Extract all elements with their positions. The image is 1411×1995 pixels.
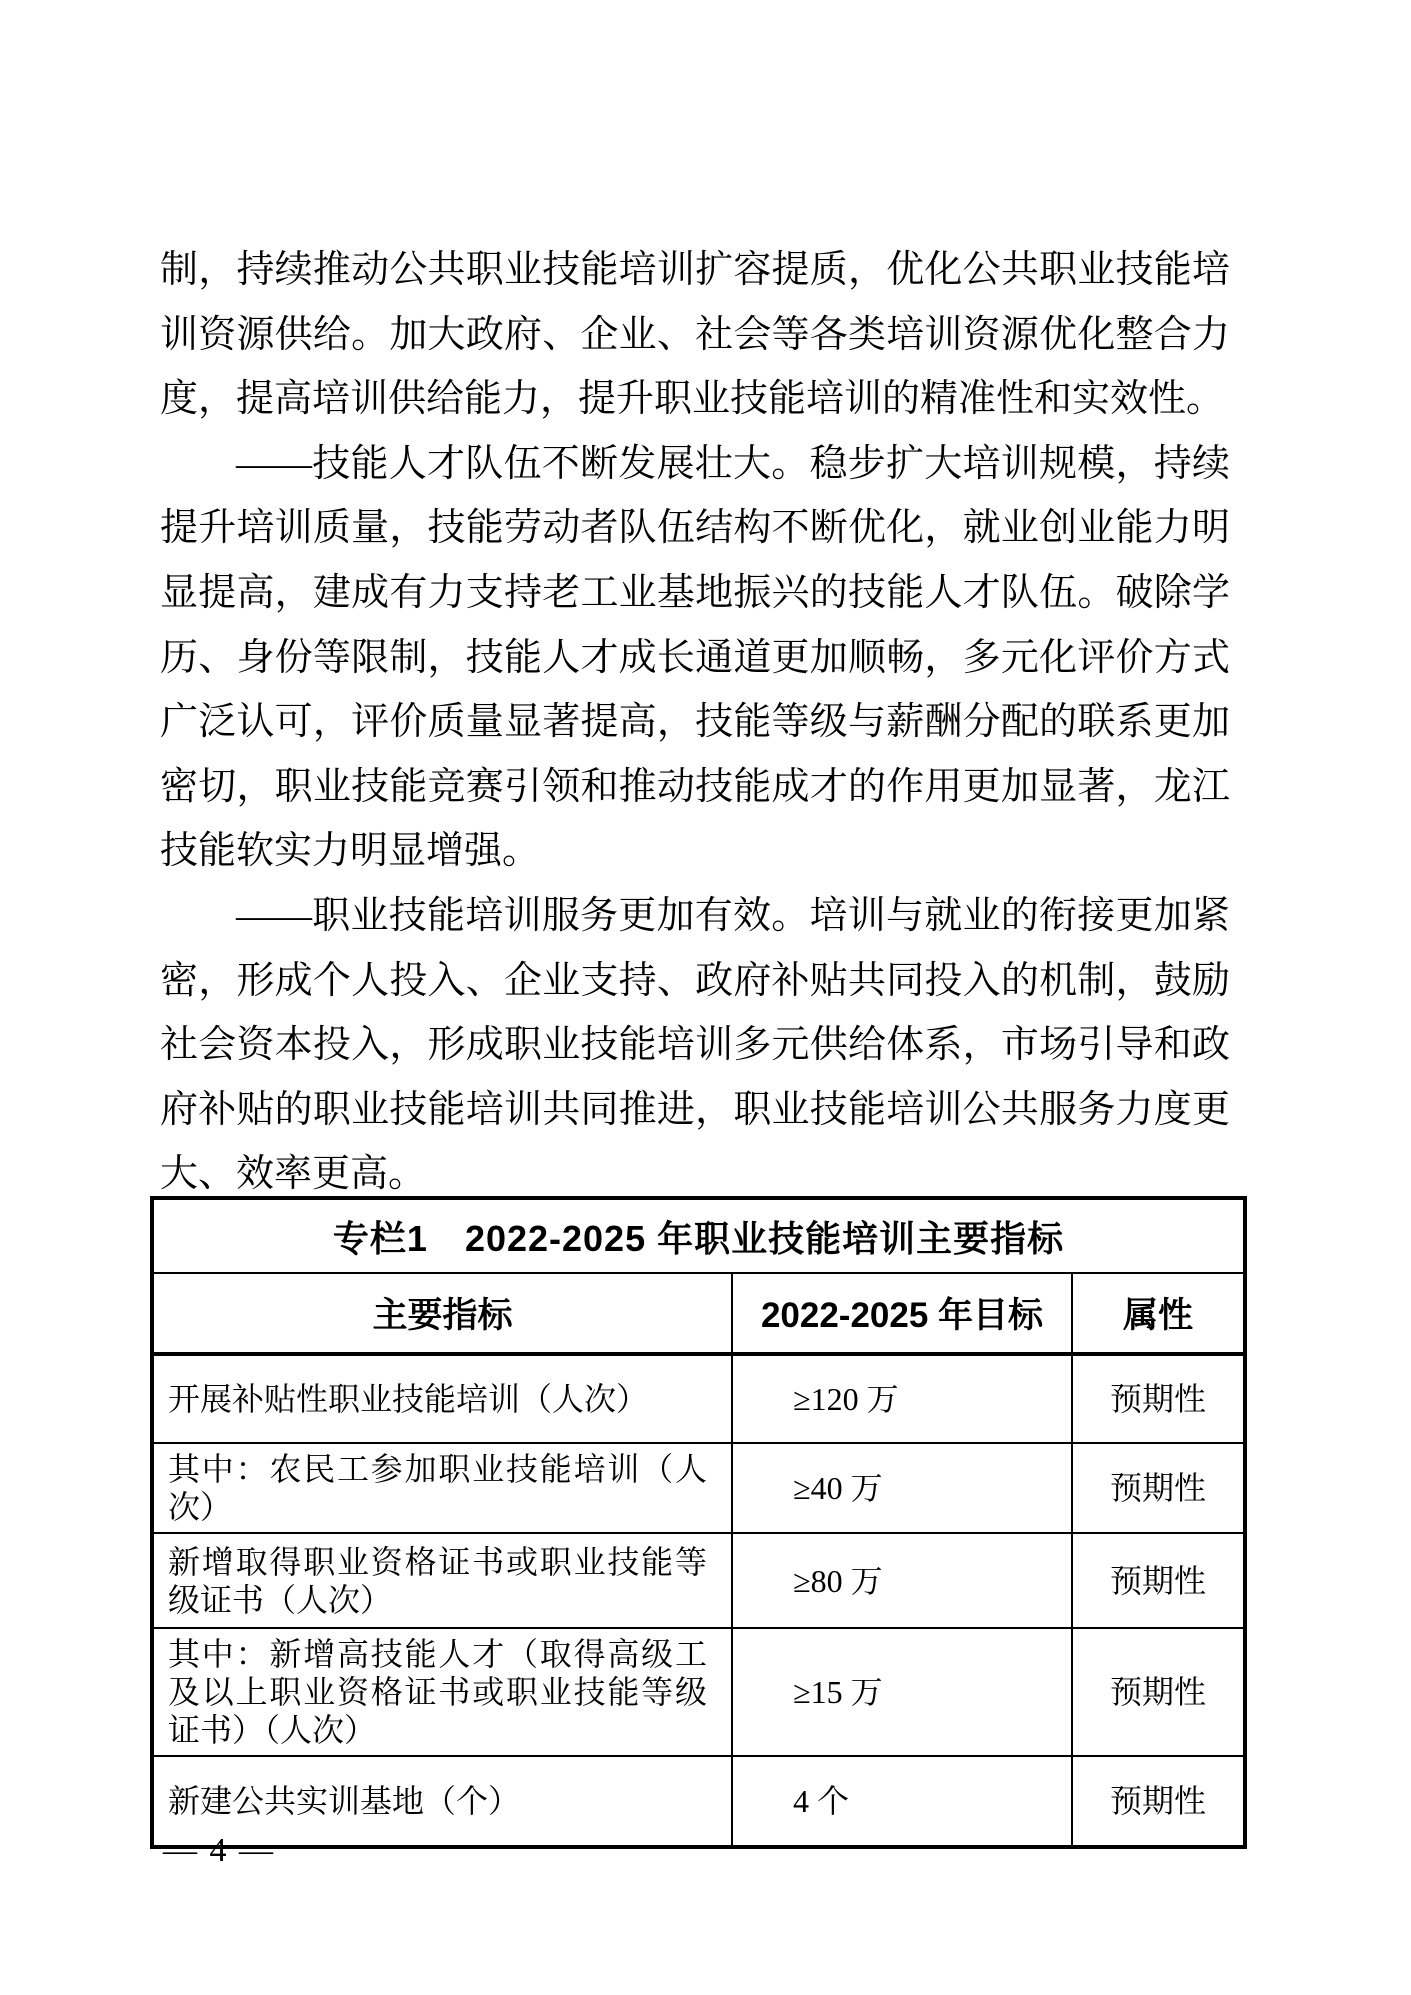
indicators-table	[150, 1196, 1247, 1849]
column-header-indicator: 主要指标	[152, 1273, 732, 1354]
cell-indicator: 其中：新增高技能人才（取得高级工及以上职业资格证书或职业技能等级证书）（人次）	[152, 1628, 732, 1756]
cell-attribute: 预期性	[1072, 1628, 1245, 1756]
cell-indicator: 开展补贴性职业技能培训（人次）	[152, 1354, 732, 1443]
cell-attribute: 预期性	[1072, 1756, 1245, 1847]
cell-target: ≥40 万	[732, 1443, 1072, 1533]
table-row	[152, 1354, 1245, 1443]
column-header-attribute: 属性	[1072, 1273, 1245, 1354]
cell-indicator: 新建公共实训基地（个）	[152, 1756, 732, 1847]
table-row	[152, 1628, 1245, 1756]
cell-target: ≥80 万	[732, 1533, 1072, 1628]
cell-attribute: 预期性	[1072, 1533, 1245, 1628]
page-number: — 4 —	[163, 1832, 275, 1869]
table-row	[152, 1756, 1245, 1847]
cell-target: ≥15 万	[732, 1628, 1072, 1756]
cell-indicator: 其中：农民工参加职业技能培训（人次）	[152, 1443, 732, 1533]
cell-target: 4 个	[732, 1756, 1072, 1847]
table-row	[152, 1533, 1245, 1628]
table-row	[152, 1443, 1245, 1533]
table-title: 专栏1 2022-2025 年职业技能培训主要指标	[152, 1198, 1245, 1273]
cell-indicator: 新增取得职业资格证书或职业技能等级证书（人次）	[152, 1533, 732, 1628]
table-title-row	[152, 1198, 1245, 1273]
paragraph-training-service: ——职业技能培训服务更加有效。培训与就业的衔接更加紧密，形成个人投入、企业支持、政府补贴共同投入的机制，鼓励社会资本投入，形成职业技能培训多元供给体系，市场引导和政府补贴的职业技能培训共同推进，职业技能培训公共服务力度更大、效率更高。	[160, 894, 1230, 1196]
body-text-block	[160, 238, 1230, 1207]
table-header-row	[152, 1273, 1245, 1354]
cell-attribute: 预期性	[1072, 1354, 1245, 1443]
paragraph-continued: 制，持续推动公共职业技能培训扩容提质，优化公共职业技能培训资源供给。加大政府、企业、社会等各类培训资源优化整合力度，提高培训供给能力，提升职业技能培训的精准性和实效性。	[160, 249, 1230, 421]
column-header-target: 2022-2025 年目标	[732, 1273, 1072, 1354]
cell-target: ≥120 万	[732, 1354, 1072, 1443]
paragraph-skilled-talent: ——技能人才队伍不断发展壮大。稳步扩大培训规模，持续提升培训质量，技能劳动者队伍结构不断优化，就业创业能力明显提高，建成有力支持老工业基地振兴的技能人才队伍。破除学历、身份等限制，技能人才成长通道更加顺畅，多元化评价方式广泛认可，评价质量显著提高，技能等级与薪酬分配的联系更加密切，职业技能竞赛引领和推动技能成才的作用更加显著，龙江技能软实力明显增强。	[160, 442, 1230, 873]
cell-attribute: 预期性	[1072, 1443, 1245, 1533]
